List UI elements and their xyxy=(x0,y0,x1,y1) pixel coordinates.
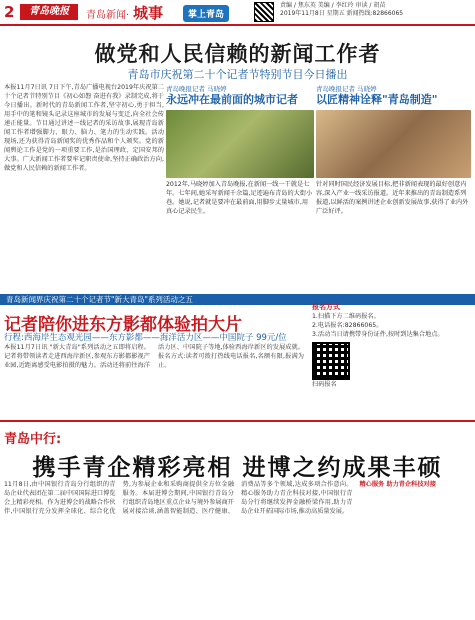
sidebar-item: 1.扫描下方二维码报名。 xyxy=(312,313,380,320)
paper-logo: 青岛晚报 xyxy=(20,4,78,20)
sidebar-item: 2.电话报名:82866065。 xyxy=(312,322,383,329)
feature-right-caption: 针对同时国民经济发展目标,把非新闻表现的最好创意内容,深入产业一线采访报道。近年来推出的青岛制造系列报道,以鲜活的案例讲述企业创新发展故事,获得了业内外广泛好评。 xyxy=(316,181,469,215)
main-headline: 做党和人民信赖的新闻工作者 xyxy=(94,42,381,66)
masthead xyxy=(0,0,475,26)
third-story-subheading: 精心服务 助力青企科技对接 xyxy=(359,481,436,488)
feature-right-kicker: 青岛晚报记者 马晓婷 xyxy=(316,85,377,93)
signup-sidebar xyxy=(312,303,472,389)
section-sub-label: 青岛新闻· xyxy=(86,10,130,21)
editor-line: 责编 / 焦东英 美编 / 李红玲 审读 / 胡苗 xyxy=(280,2,386,9)
second-story-body: 本报11月7日讯 "新大青岛"系列活动之五即将启程。记者将带领读者走进西海岸新区,参观东方影都影视产业园,近距离感受电影拍摄的魅力。活动还将前往海洋活力区、中国院子等地,体验西海岸新区的发展成就。报名方式:读者可拨打热线电话报名,名额有限,报满为止。 xyxy=(4,344,304,369)
app-badge: 掌上青岛 xyxy=(183,5,229,22)
page-number: 2 xyxy=(4,3,15,21)
third-story-body xyxy=(4,480,471,616)
feature-left-photo xyxy=(166,110,314,178)
divider xyxy=(0,420,475,422)
date-line: 2019年11月8日 星期五 新闻热线:82866065 xyxy=(280,10,404,17)
event-strip: 青岛新闻界庆祝第二十个记者节"新大青岛"系列活动之五 xyxy=(0,294,475,305)
main-story-text: 本报11月7日讯 7日下午,青岛广播电视台2019年庆祝第二十个记者节特别节目《初心如磐 奋进有我》录制完成,将于今日播出。新时代的青岛新闻工作者,坚守初心,勇于担当,用手中的笔和镜头记录这座城市的发展与变迁,向全社会传递正能量。节目通过讲述一线记者的采访故事,展现青岛新闻工作者增强脚力、眼力、脑力、笔力的生动实践。活动现场,还为获得青岛新闻奖的优秀作品和个人颁奖。党的新闻舆论工作是党的一项重要工作,是治国理政、定国安邦的大事。广大新闻工作者要牢记职责使命,坚持正确政治方向,做党和人民信赖的新闻工作者。 xyxy=(4,84,164,172)
feature-left-kicker: 青岛晚报记者 马晓婷 xyxy=(166,85,227,93)
sidebar-item: 3.活动当日请携带身份证件,按时到达集合地点。 xyxy=(312,331,444,338)
third-story-headline: 携手青企精彩亮相 进博之约成果丰硕 xyxy=(32,455,443,481)
second-story-headline: 记者陪你进东方影都体验拍大片 xyxy=(4,315,242,335)
third-story-text: 11月8日,由中国银行青岛分行组织的青岛企业代表团在第二届中国国际进口博览会上精彩亮相。作为进博会的战略合作伙伴,中国银行充分发挥全球化、综合化优势,为参展企业和采购商提供全方位金融服务。本届进博会期间,中国银行青岛分行组织青岛地区重点企业与境外参展商开展对接洽谈,涵盖智能制造、医疗健康、消费品等多个领域,达成多项合作意向。精心服务助力青企科技对接,中国银行青岛分行将继续发挥金融桥梁作用,助力青岛企业开拓国际市场,推动高质量发展。 xyxy=(4,481,353,515)
feature-right-photo xyxy=(316,110,471,178)
feature-left-caption: 2012年,马晓婷加入青岛晚报,在新闻一线一干就是七年。七年间,她采写新闻千余篇,足迹遍布青岛的大街小巷。她说,记者就是要冲在最前面,用脚步丈量城市,用真心记录民生。 xyxy=(166,181,313,215)
section-title: 城事 xyxy=(133,4,164,22)
feature-right-title: 以匠精神诠释"青岛制造" xyxy=(316,93,438,106)
sidebar-title: 报名方式 xyxy=(312,303,340,311)
qr-code-icon xyxy=(254,2,274,22)
second-story-subhead: 行程:西海岸生态观光园——东方影都——海洋活力区——中国院子 99元/位 xyxy=(4,333,287,343)
signup-qr-code[interactable] xyxy=(312,342,350,380)
qr-label: 扫码报名 xyxy=(312,381,337,388)
feature-left-title: 永远冲在最前面的城市记者 xyxy=(166,93,298,106)
main-story-body xyxy=(4,83,164,173)
main-subhead: 青岛市庆祝第二十个记者节特别节目今日播出 xyxy=(127,68,348,81)
third-story-kicker: 青岛中行: xyxy=(4,432,62,447)
masthead-info xyxy=(280,2,403,18)
